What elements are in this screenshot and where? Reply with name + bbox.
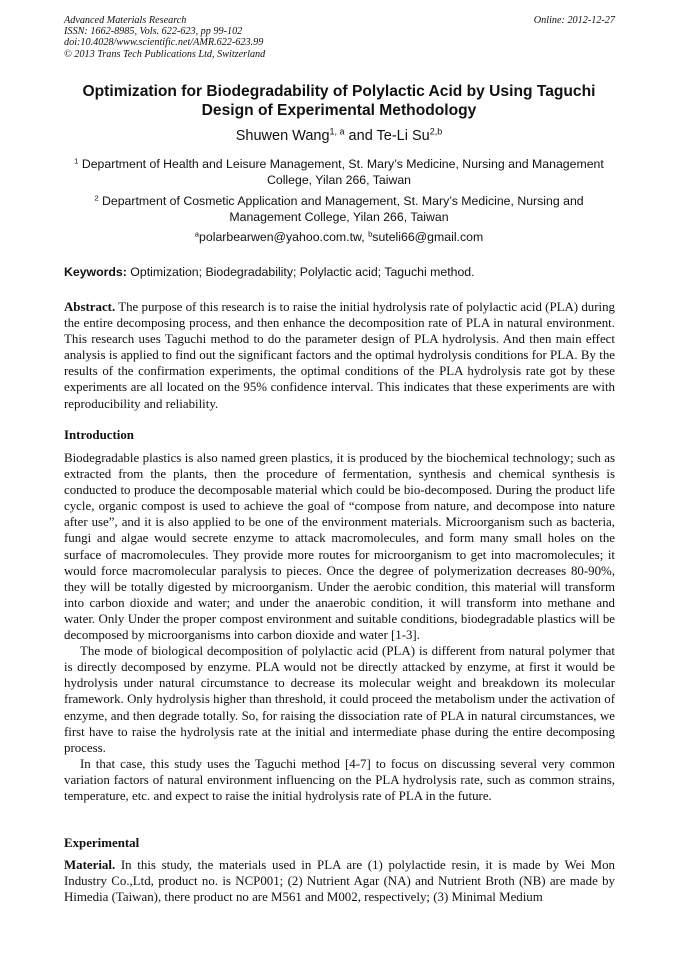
journal-name: Advanced Materials Research (64, 15, 187, 26)
introduction-body (64, 450, 615, 804)
journal-copyright: © 2013 Trans Tech Publications Ltd, Switzerland (64, 48, 266, 60)
affiliation-2-text: Department of Cosmetic Application and Management, St. Mary’s Medicine, Nursing and Management College, Yilan 266, Taiwan (102, 194, 584, 224)
author-conjunction: and (344, 128, 377, 144)
keywords-text: Optimization; Biodegradability; Polylactic acid; Taguchi method. (126, 265, 475, 279)
email-a-sup: a (194, 229, 200, 239)
author-1: Shuwen Wang (235, 128, 330, 144)
affiliation-1-sup: 1 (74, 156, 79, 166)
abstract-label: Abstract. (64, 300, 116, 314)
email-b-sup: b (368, 229, 373, 239)
material-label: Material. (64, 858, 116, 872)
affiliation-2 (64, 193, 614, 225)
journal-issn: ISSN: 1662-8985, Vols. 622-623, pp 99-102 (64, 26, 243, 38)
experimental-heading: Experimental (64, 836, 140, 850)
abstract (64, 299, 615, 412)
author-2: Te-Li Su (376, 128, 430, 144)
author-1-affil-sup: 1, a (329, 126, 345, 137)
affiliation-1-text: Department of Health and Leisure Management, St. Mary’s Medicine, Nursing and Management College, Yilan 266, Taiwan (81, 157, 604, 187)
author-emails (64, 230, 614, 244)
email-b: suteli66@gmail.com (372, 230, 484, 244)
material-text: In this study, the materials used in PLA are (1) polylactide resin, it is made by Wei Mon Industry Co.,Ltd, product no. is NCP001; (2) Nutrient Agar (NA) and Nutrient Broth (NB) are made by Himedia (Taiwan), there product no are M561 and M002, respectively; (3) Minimal Medium (64, 858, 615, 905)
affiliation-2-sup: 2 (94, 193, 99, 203)
paper-title: Optimization for Biodegradability of Polylactic Acid by Using Taguchi Design of Experimental Methodology (82, 83, 596, 119)
author-line (64, 128, 614, 144)
intro-paragraph-3: In that case, this study uses the Taguchi method [4-7] to focus on discussing several very common variation factors of natural environment influencing on the PLA hydrolysis rate, such as common strains, temperature, etc. and expect to raise the initial hydrolysis rate of PLA in the future. (64, 756, 615, 803)
abstract-text: The purpose of this research is to raise the initial hydrolysis rate of polylactic acid (PLA) during the entire decomposing process, and then enhance the decomposition rate of PLA in natural environment. This research uses Taguchi method to do the parameter design of PLA hydrolysis. And then main effect analysis is applied to find out the significant factors and the optimal hydrolysis conditions for PLA. By the results of the confirmation experiments, the optimal conditions of the PLA hydrolysis rate got by these experiments are all located on the 95% confidence interval. This indicates that these experiments are with reproducibility and reliability. (64, 300, 615, 411)
author-2-affil-sup: 2,b (429, 126, 443, 137)
journal-header (64, 15, 265, 60)
journal-doi: doi:10.4028/www.scientific.net/AMR.622-623.99 (64, 37, 264, 49)
experimental-body (64, 857, 615, 905)
introduction-heading: Introduction (64, 428, 134, 442)
keywords (64, 265, 614, 279)
intro-paragraph-2: The mode of biological decomposition of polylactic acid (PLA) is different from natural polymer that is directly decomposed by enzyme. PLA would not be directly attacked by enzyme, at first it would be hydrolysis under natural circumstance to decrease its molecular weight and breakdown its molecular framework. Only hydrolysis higher than threshold, it could proceed the metabolism under the activation of enzyme, and then degrade totally. So, for raising the dissociation rate of PLA in natural circumstances, we first have to raise the hydrolysis rate at the initial and intermediate phase during the entire decomposing process. (64, 644, 615, 755)
online-date-text: Online: 2012-12-27 (533, 15, 615, 26)
intro-paragraph-1: Biodegradable plastics is also named green plastics, it is produced by the biochemical technology; such as extracted from the plants, then the procedure of fermentation, synthesis and chemical synthesis is conducted to produce the decomposable material which could be bio-decomposed. During the product life cycle, organic compost is used to achieve the goal of “compose from nature, and decompose into nature after use”, and it is also applied to be one of the environment materials. Microorganism such as bacteria, fungi and algae would secrete enzyme to attack macromolecules, and form many small holes on the surface of macromolecules. They provide more routes for microorganism to get into macromolecules; it would force macromolecular paralysis to pieces. Once the degree of polymerization decreases 80-90%, they will be totally digested by microorganism. Under the aerobic condition, this material will transform into carbon dioxide and water; and under the anaerobic condition, it will transform into methane and water. Only Under the proper compost environment and suitable conditions, biodegradable plastics will be decomposed by microorganisms into carbon dioxide and water [1-3]. (64, 451, 615, 643)
affiliation-1 (64, 156, 614, 188)
online-date (534, 15, 615, 26)
keywords-label: Keywords: (64, 265, 127, 279)
email-a: polarbearwen@yahoo.com.tw, (199, 230, 369, 244)
